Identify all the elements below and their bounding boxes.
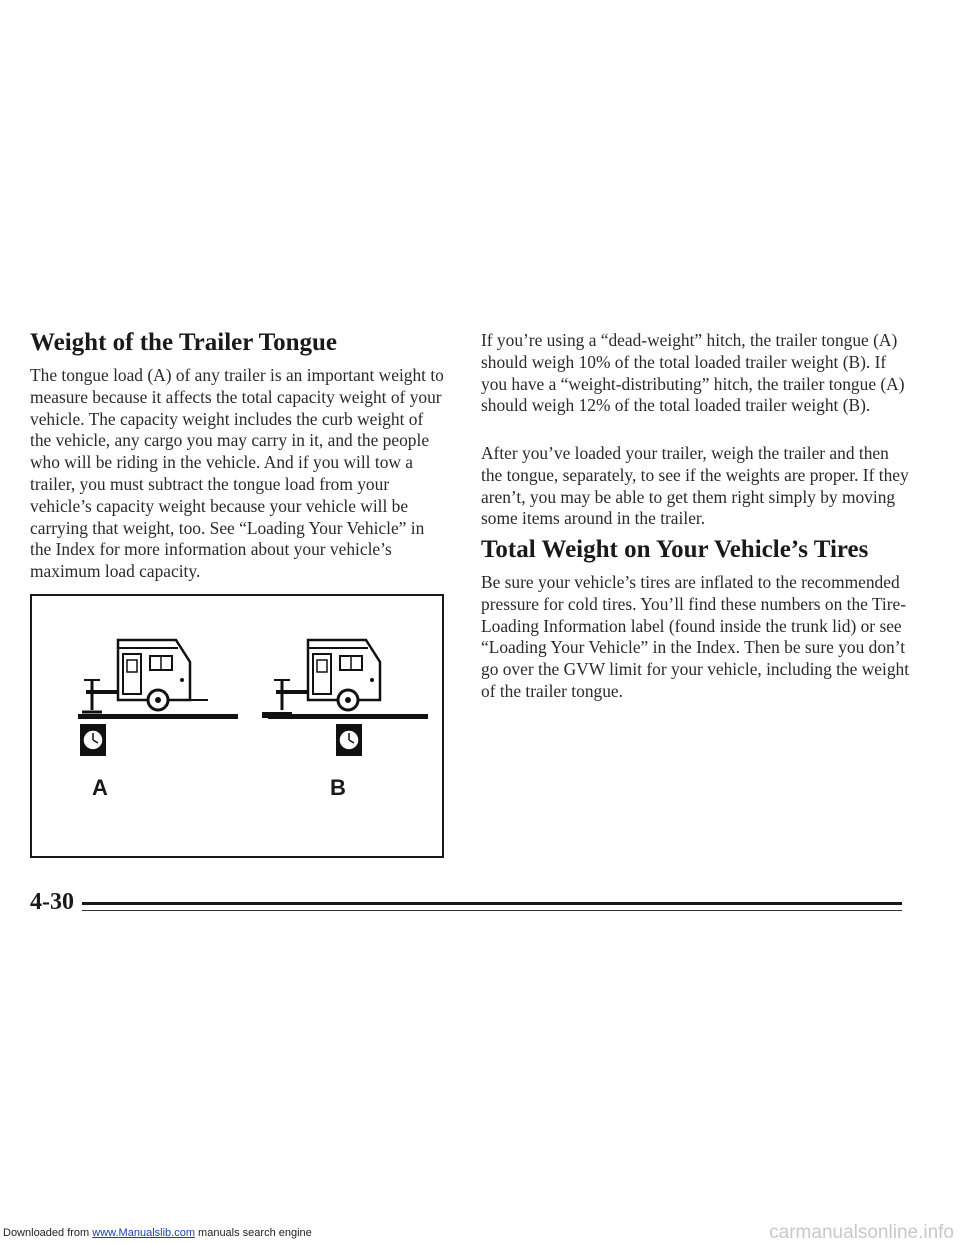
- trailer-illustration: [32, 596, 442, 856]
- trailer-b-drawing: [262, 640, 428, 756]
- download-note-prefix: Downloaded from: [3, 1227, 93, 1239]
- section-heading-trailer-tongue: Weight of the Trailer Tongue: [30, 329, 337, 356]
- watermark-text: carmanualsonline.info: [769, 1222, 954, 1243]
- page-number: 4-30: [30, 889, 74, 915]
- footer-rule: [82, 902, 902, 905]
- footer-rule-thin: [82, 910, 902, 911]
- trailer-a-drawing: [78, 640, 238, 756]
- paragraph-weigh-trailer: After you’ve loaded your trailer, weigh the trailer and then the tongue, separately, to see if the weights are proper. If they aren’t, you may be able to get them right simply by moving some items around in the trailer.: [481, 443, 909, 529]
- figure-label-b: B: [330, 775, 346, 800]
- download-source-note: [3, 1227, 312, 1239]
- manualslib-link[interactable]: www.Manualslib.com: [92, 1227, 195, 1239]
- download-note-suffix: manuals search engine: [194, 1227, 312, 1239]
- paragraph-hitch-weight: If you’re using a “dead-weight” hitch, the trailer tongue (A) should weigh 10% of the total loaded trailer weight (B). If you have a “weight-distributing” hitch, the trailer tongue (A) should weigh 12% of the total loaded trailer weight (B).: [481, 330, 905, 416]
- paragraph-tires-inflated: Be sure your vehicle’s tires are inflated to the recommended pressure for cold tires. You’ll find these numbers on the Tire-Loading Information label (found inside the trunk lid) or see “Loading Your Vehicle” in the Index. Then be sure you don’t go over the GVW limit for your vehicle, including the weight of the trailer tongue.: [481, 572, 910, 701]
- figure-label-a: A: [92, 775, 108, 800]
- section-heading-total-weight: Total Weight on Your Vehicle’s Tires: [481, 536, 869, 563]
- trailer-weighing-figure: [30, 594, 444, 858]
- paragraph-tongue-load: The tongue load (A) of any trailer is an important weight to measure because it affects the total capacity weight of your vehicle. The capacity weight includes the curb weight of the vehicle, any cargo you may carry in it, and the people who will be riding in the vehicle. And if you will tow a trailer, you must subtract the tongue load from your vehicle’s capacity weight because your vehicle will be carrying that weight, too. See “Loading Your Vehicle” in the Index for more information about your vehicle’s maximum load capacity.: [30, 365, 444, 582]
